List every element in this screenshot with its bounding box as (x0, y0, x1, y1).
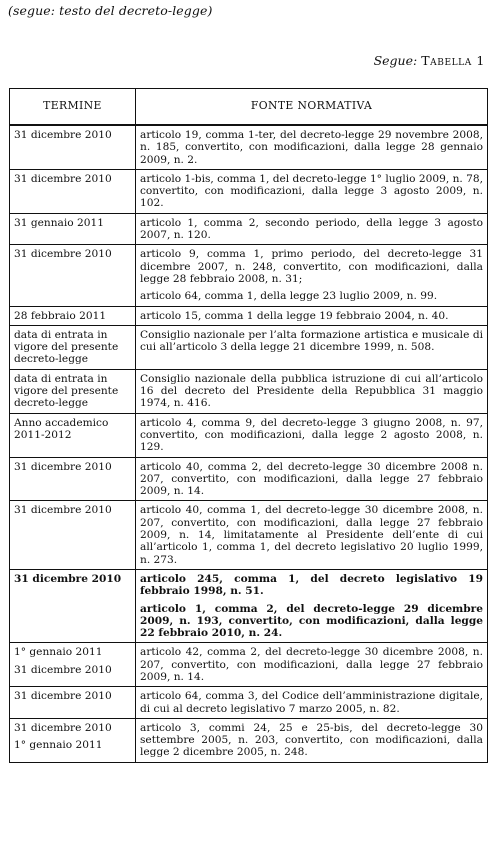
termine-text: 31 dicembre 2010 (14, 172, 112, 185)
table-row (10, 245, 488, 306)
fonte-normativa-text: articolo 42, comma 2, del decreto-legge 30 dicembre 2008, n. 207, convertito, con modificazioni, dalla legge 27 febbraio 2009, n. 14. (140, 646, 483, 683)
termine-text: 31 dicembre 2010 (14, 504, 112, 517)
fonte-normativa-cell (136, 501, 488, 569)
fonte-normativa-text: Consiglio nazionale della pubblica istruzione di cui all’articolo 16 del decreto del Presidente della Repubblica 31 maggio 1974, n. 416. (140, 372, 483, 410)
fonte-normativa-text: articolo 64, comma 1, della legge 23 luglio 2009, n. 99. (140, 290, 438, 303)
fonte-normativa-cell (136, 325, 488, 369)
termine-cell (10, 457, 136, 501)
fonte-normativa-cell (136, 125, 488, 169)
termine-text: 28 febbraio 2011 (14, 309, 107, 322)
fonte-normativa-text: articolo 1-bis, comma 1, del decreto-legge 1° luglio 2009, n. 78, convertito, con modificazioni, dalla legge 3 agosto 2009, n. 102. (140, 172, 483, 210)
fonte-normativa-text: articolo 40, comma 1, del decreto-legge 30 dicembre 2008, n. 207, convertito, con modificazioni, dalla legge 27 febbraio 2009, n. 14, limitatamente al Presidente dell’ente di cui all’articolo 1, comma 1, del decreto legislativo 20 luglio 1999, n. 273. (140, 504, 483, 566)
termine-text: 1° gennaio 2011 (14, 739, 103, 752)
fonte-normativa-text: articolo 15, comma 1 della legge 19 febbraio 2004, n. 40. (140, 309, 449, 322)
termine-cell (10, 569, 136, 642)
fonte-normativa-text: articolo 1, comma 2, del decreto-legge 29 dicembre 2009, n. 193, convertito, con modificazioni, dalla legge 22 febbraio 2010, n. 24. (140, 602, 483, 640)
table-row (10, 643, 488, 687)
column-header-termine: TERMINE (10, 89, 136, 126)
fonte-normativa-text: articolo 19, comma 1-ter, del decreto-legge 29 novembre 2008, n. 185, convertito, con modificazioni, dalla legge 28 gennaio 2009, n. 2. (140, 129, 483, 166)
table-row (10, 125, 488, 169)
table-row (10, 501, 488, 569)
table-row (10, 325, 488, 369)
termine-cell (10, 125, 136, 169)
fonte-normativa-text: articolo 1, comma 2, secondo periodo, della legge 3 agosto 2007, n. 120. (140, 216, 483, 242)
fonte-normativa-text: articolo 245, comma 1, del decreto legislativo 19 febbraio 1998, n. 51. (140, 572, 483, 598)
fonte-normativa-cell (136, 306, 488, 325)
table-row (10, 718, 488, 762)
table-row (10, 369, 488, 413)
termine-text: 1° gennaio 2011 (14, 646, 103, 659)
table-row (10, 306, 488, 325)
termine-cell (10, 643, 136, 687)
fonte-normativa-cell (136, 369, 488, 413)
fonte-normativa-cell (136, 569, 488, 642)
fonte-normativa-text: articolo 64, comma 3, del Codice dell’amministrazione digitale, di cui al decreto legislativo 7 marzo 2005, n. 82. (140, 690, 483, 715)
termine-text: 31 dicembre 2010 (14, 690, 112, 703)
table-row (10, 413, 488, 457)
fonte-normativa-cell (136, 457, 488, 501)
table-caption (374, 53, 485, 68)
fonte-normativa-text: articolo 4, comma 9, del decreto-legge 3 giugno 2008, n. 97, convertito, con modificazioni, dalla legge 2 agosto 2008, n. 129. (140, 416, 483, 454)
fonte-normativa-text: articolo 9, comma 1, primo periodo, del decreto-legge 31 dicembre 2007, n. 248, convertito, con modificazioni, dalla legge 28 febbraio 2008, n. 31; (140, 248, 483, 285)
deadlines-table (9, 88, 488, 763)
fonte-normativa-cell (136, 643, 488, 687)
table-row (10, 457, 488, 501)
table-row (10, 569, 488, 642)
page-running-header: (segue: testo del decreto-legge) (8, 3, 213, 18)
table-row (10, 687, 488, 719)
termine-text: 31 dicembre 2010 (14, 248, 112, 261)
fonte-normativa-cell (136, 687, 488, 719)
table-caption-prefix: Segue: (373, 53, 418, 68)
table-header-row (10, 89, 488, 126)
fonte-normativa-cell (136, 245, 488, 306)
termine-text: 31 dicembre 2010 (14, 572, 122, 585)
termine-cell (10, 325, 136, 369)
fonte-normativa-text: articolo 3, commi 24, 25 e 25-bis, del decreto-legge 30 settembre 2005, n. 203, convertito, con modificazioni, dalla legge 2 dicembre 2005, n. 248. (140, 721, 483, 759)
table-row (10, 169, 488, 213)
termine-cell (10, 501, 136, 569)
termine-cell (10, 718, 136, 762)
table-body (10, 125, 488, 762)
table-caption-label: Tabella 1 (421, 53, 485, 68)
termine-text: data di entrata in vigore del presente decreto-legge (14, 372, 119, 410)
termine-text: Anno accademico 2011-2012 (14, 416, 109, 441)
termine-text: 31 dicembre 2010 (14, 663, 112, 676)
termine-cell (10, 213, 136, 245)
termine-text: 31 dicembre 2010 (14, 460, 112, 473)
termine-cell (10, 245, 136, 306)
termine-cell (10, 169, 136, 213)
termine-text: data di entrata in vigore del presente decreto-legge (14, 328, 119, 366)
fonte-normativa-cell (136, 169, 488, 213)
termine-cell (10, 306, 136, 325)
column-header-fonte-normativa: FONTE NORMATIVA (136, 89, 488, 126)
fonte-normativa-cell (136, 213, 488, 245)
fonte-normativa-cell (136, 718, 488, 762)
termine-text: 31 gennaio 2011 (14, 216, 104, 229)
table-row (10, 213, 488, 245)
termine-text: 31 dicembre 2010 (14, 129, 112, 141)
fonte-normativa-text: Consiglio nazionale per l’alta formazione artistica e musicale di cui all’articolo 3 della legge 21 dicembre 1999, n. 508. (140, 328, 483, 354)
fonte-normativa-cell (136, 413, 488, 457)
fonte-normativa-text: articolo 40, comma 2, del decreto-legge 30 dicembre 2008 n. 207, convertito, con modificazioni, dalla legge 27 febbraio 2009, n. 14. (140, 460, 483, 498)
termine-cell (10, 413, 136, 457)
termine-cell (10, 687, 136, 719)
termine-cell (10, 369, 136, 413)
termine-text: 31 dicembre 2010 (14, 721, 112, 734)
